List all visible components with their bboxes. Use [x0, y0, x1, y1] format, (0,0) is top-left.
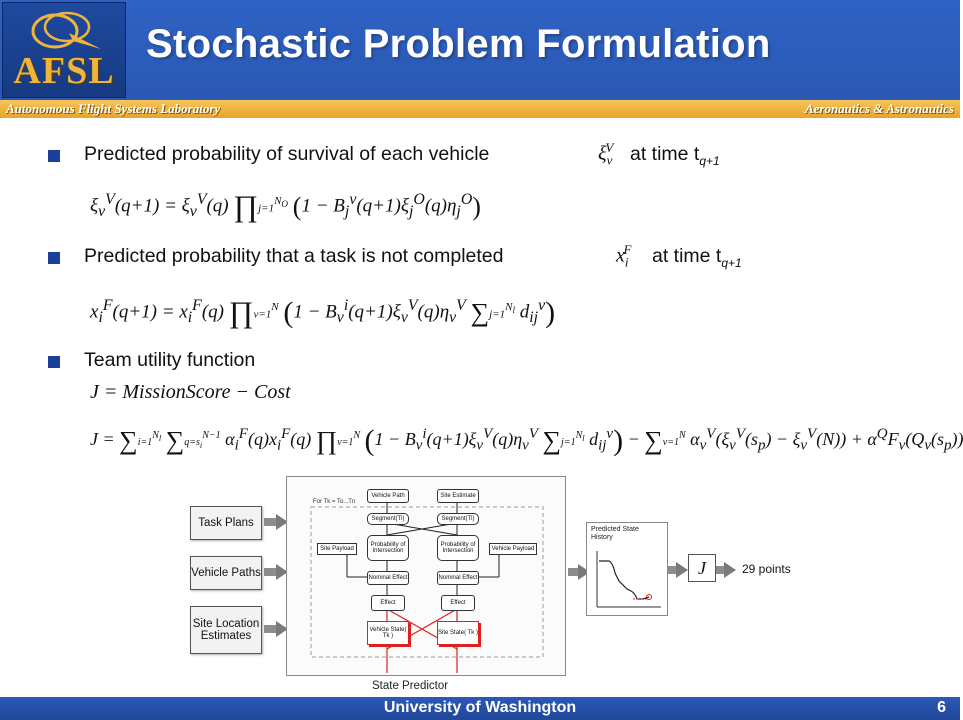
- page-number: 6: [937, 699, 946, 716]
- time-subscript: q+1: [721, 255, 742, 270]
- history-curve: [587, 523, 667, 615]
- site-state-box: Site State( Tk ): [437, 621, 479, 645]
- bullet-task: [84, 245, 503, 268]
- state-predictor-diagram: [286, 476, 566, 676]
- site-payload-box: Site Payload: [317, 543, 357, 555]
- time-subscript: q+1: [699, 153, 720, 168]
- bullet-marker: [48, 150, 60, 162]
- slide-title: Stochastic Problem Formulation: [146, 22, 771, 66]
- slide-header: [0, 0, 960, 100]
- site-estimate-box: Site Estimate: [437, 489, 479, 503]
- probability-intersection-left: Probability of Intersection: [367, 535, 409, 561]
- nominal-effect-left: Nominal Effect: [367, 571, 409, 585]
- time-label: at time t: [652, 245, 722, 267]
- history-label: Predicted State History: [591, 526, 639, 541]
- j-box: J: [688, 554, 716, 582]
- afsl-logo: [2, 2, 126, 98]
- site-location-estimates-box: Site Location Estimates: [190, 606, 262, 654]
- state-predictor-flow: [287, 477, 565, 675]
- task-plans-box: Task Plans: [190, 506, 262, 540]
- bullet-survival-text: Predicted probability of survival of each vehicle: [84, 143, 490, 165]
- loop-label: For Tk = To...Tn: [313, 499, 356, 505]
- bullet-marker: [48, 356, 60, 368]
- utility-equation: $J = \sum i=1^{N_l}$ $\sum q=s_i^{N-1}$ $\alpha_i^F(q)x_i^F(q)$ $\prod\nu=1^N$ ($1 - B_\nu^i(q+1)\xi_\nu^V(q)\eta_\nu^V$ $\sum j=1^{N_l}$ $d_{ij}^\nu) - \sum\nu=1^N$ $\alpha_\nu^V(\xi_\nu^V(s_p) - \xi_\nu^V(N)) + \alpha^QF_\nu(Q_\nu(s_p))$: [90, 424, 963, 457]
- segment-box-vehicle: Segment(Tl): [367, 513, 409, 525]
- vehicle-paths-box: Vehicle Paths: [190, 556, 262, 590]
- bullet-survival: [84, 143, 489, 166]
- lab-name: Autonomous Flight Systems Laboratory: [6, 101, 221, 116]
- vehicle-state-box: Vehicle State( Tk ): [367, 621, 409, 645]
- mission-equation: J = MissionScore − Cost: [90, 381, 291, 403]
- effect-right: Effect: [441, 595, 475, 611]
- state-predictor-label: State Predictor: [372, 680, 449, 692]
- institution-name: University of Washington: [383, 699, 577, 716]
- bullet-marker: [48, 252, 60, 264]
- lab-banner: [0, 100, 960, 118]
- logo-text: AFSL: [13, 50, 115, 92]
- predicted-history-panel: [586, 522, 668, 616]
- time-label: at time t: [630, 143, 700, 165]
- result-label: 29 points: [742, 562, 791, 576]
- vehicle-payload-box: Vehicle Payload: [489, 543, 537, 555]
- xi-v-symbol: $\xi_\nu^V$: [598, 140, 614, 168]
- x-i-f-symbol: $x_i^F$: [616, 242, 632, 270]
- vehicle-path-box: Vehicle Path: [367, 489, 409, 503]
- effect-left: Effect: [371, 595, 405, 611]
- bullet-utility-text: Team utility function: [84, 349, 256, 371]
- bullet-survival-time: [630, 143, 720, 168]
- probability-intersection-right: Probability of Intersection: [437, 535, 479, 561]
- arrow-head-icon: [724, 562, 736, 578]
- task-equation: $x_i^F(q+1) = x_i^F(q)$ $\prod\nu=1^N$ ($1 - B_\nu^i(q+1)\xi_\nu^V(q)\eta_\nu^V$ $\sum j=1^{N_l}$ $d_{ij}^\nu$): [90, 296, 556, 329]
- bullet-task-time: [652, 245, 742, 270]
- slide-footer: [0, 697, 960, 720]
- survival-equation: $\xi_\nu^V(q+1) = \xi_\nu^V(q)$ $\prod j=1^{N_O}$ $(1 - B_j^\nu(q+1)\xi_j^O(q)\eta_j^O)$: [90, 190, 481, 223]
- bullet-task-text: Predicted probability that a task is not completed: [84, 245, 504, 267]
- segment-box-site: Segment(Tl): [437, 513, 479, 525]
- nominal-effect-right: Nominal Effect: [437, 571, 479, 585]
- arrow-head-icon: [676, 562, 688, 578]
- department-name: Aeronautics & Astronautics: [804, 101, 954, 116]
- bullet-utility: [84, 349, 255, 372]
